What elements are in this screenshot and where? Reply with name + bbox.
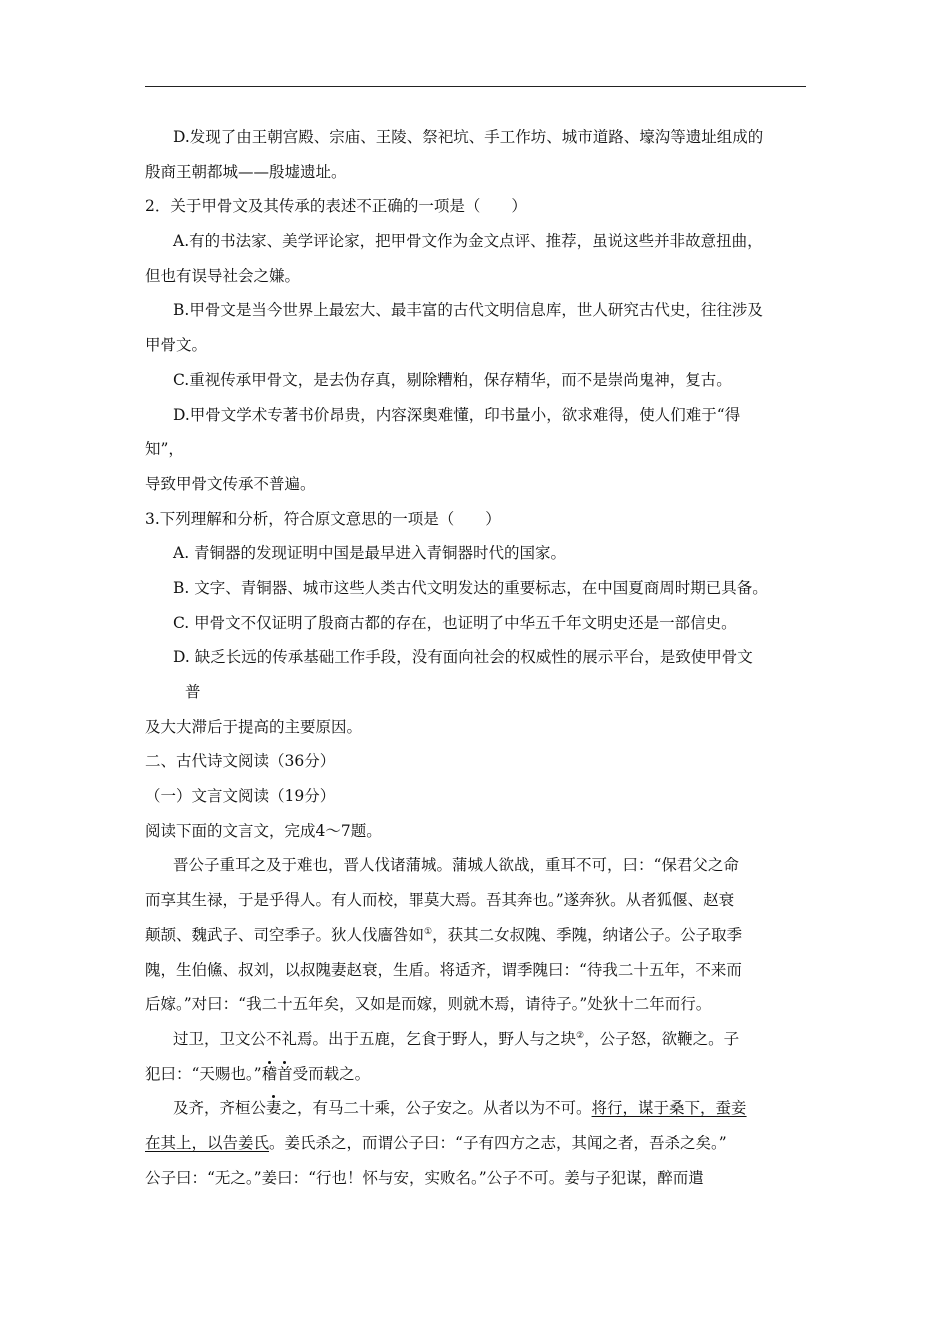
passage-text: ，获其二女叔隗、季隗，纳诸公子。公子取季	[432, 925, 743, 944]
underlined-sentence: 将行，谋于桑下，蚕妾	[591, 1099, 747, 1118]
passage-text: 犯曰：“天赐也。”	[145, 1064, 262, 1083]
document-page	[145, 120, 809, 1195]
q1-option-d-line2: 殷商王朝都城——殷墟遗址。	[145, 162, 347, 181]
header-rule	[145, 86, 806, 87]
passage-p1-line3	[145, 918, 809, 953]
passage-text: 及齐，齐桓公	[173, 1099, 267, 1118]
q2-stem: 2．关于甲骨文及其传承的表述不正确的一项是（ ）	[145, 197, 527, 216]
q2-option-d-line3: 导致甲骨文传承不普遍。	[145, 474, 316, 493]
underlined-sentence: 在其上，以告姜氏	[145, 1133, 270, 1152]
q3-option-a: A. 青铜器的发现证明中国是最早进入青铜器时代的国家。	[173, 544, 567, 563]
q2-option-a-line1: A.有的书法家、美学评论家，把甲骨文作为金文点评、推荐，虽说这些并非故意扭曲，	[173, 232, 763, 251]
passage-p3-line3: 公子曰：“无之。”姜曰：“行也！怀与安，实败名。”公子不可。姜与子犯谋，醉而遣	[145, 1168, 704, 1187]
passage-p2-line2	[145, 1057, 809, 1092]
q1-option-d-line1: D.发现了由王朝宫殿、宗庙、王陵、祭祀坑、手工作坊、城市道路、壕沟等遗址组成的	[173, 128, 764, 146]
q3-option-b: B. 文字、青铜器、城市这些人类古代文明发达的重要标志，在中国夏商周时期已具备。	[173, 578, 768, 597]
q2-option-a-line2: 但也有误导社会之嫌。	[145, 266, 301, 285]
footnote-marker: ①	[424, 926, 433, 937]
passage-text: ，公子怒，欲鞭之。子	[584, 1029, 740, 1048]
passage-text: 之，有马二十乘，公子安之。从者以为不可。	[281, 1099, 592, 1118]
q2-option-c: C.重视传承甲骨文，是去伪存真，剔除糟粕，保存精华，而不是崇尚鬼神，复古。	[173, 370, 732, 389]
passage-p3-line2	[145, 1126, 809, 1161]
passage-p3-line1	[145, 1091, 809, 1126]
passage-text: 。姜氏杀之，而谓公子曰：“子有四方之志，其闻之者，吾杀之矣。”	[269, 1133, 727, 1152]
emphasis-dotted-char: 妻	[266, 1091, 282, 1126]
q3-option-d-line2: 普	[185, 683, 201, 701]
q3-stem: 3.下列理解和分析，符合原文意思的一项是（ ）	[145, 509, 501, 528]
q2-option-d-line2: 知”，	[145, 440, 184, 459]
passage-p1-line4: 隗，生伯鯈、叔刘，以叔隗妻赵衰，生盾。将适齐，谓季隗曰：“待我二十五年，不来而	[145, 960, 742, 979]
passage-p2-line1	[145, 1022, 809, 1057]
footnote-marker: ②	[576, 1030, 585, 1041]
q3-option-d-line1: D. 缺乏长远的传承基础工作手段，没有面向社会的权威性的展示平台，是致使甲骨文	[173, 648, 753, 667]
q2-option-d-line1: D.甲骨文学术专著书价昂贵，内容深奥难懂，印书量小，欲求难得，使人们难于“得	[173, 405, 741, 424]
q2-option-b-line1: B.甲骨文是当今世界上最宏大、最丰富的古代文明信息库，世人研究古代史，往往涉及	[173, 301, 763, 320]
passage-p1-line1: 晋公子重耳之及于难也，晋人伐诸蒲城。蒲城人欲战，重耳不可，曰：“保君父之命	[173, 856, 739, 875]
emphasis-dotted-char: 稽	[262, 1057, 278, 1092]
q2-option-b-line2: 甲骨文。	[145, 336, 208, 355]
passage-text: 过卫，卫文公不礼焉。出于五鹿，乞食于野人，野人与之块	[173, 1029, 577, 1048]
passage-p1-line2: 而享其生禄，于是乎得人。有人而校，罪莫大焉。吾其奔也。”遂奔狄。从者狐偃、赵衰	[145, 891, 735, 910]
q3-option-c: C. 甲骨文不仅证明了殷商古都的存在，也证明了中华五千年文明史还是一部信史。	[173, 613, 737, 632]
reading-instruction: 阅读下面的文言文，完成4～7题。	[145, 821, 382, 840]
q3-option-d-line3: 及大大滞后于提高的主要原因。	[145, 717, 363, 736]
passage-p1-line5: 后嫁。”对曰：“我二十五年矣，又如是而嫁，则就木焉，请待子。”处狄十二年而行。	[145, 995, 712, 1014]
subsection-title: （一）文言文阅读（19分）	[145, 787, 336, 806]
passage-text: 颠颉、魏武子、司空季子。狄人伐廧咎如	[145, 925, 425, 944]
emphasis-dotted-char: 首	[277, 1057, 293, 1092]
passage-text: 受而载之。	[292, 1064, 371, 1083]
section-title: 二、古代诗文阅读（36分）	[145, 752, 336, 771]
